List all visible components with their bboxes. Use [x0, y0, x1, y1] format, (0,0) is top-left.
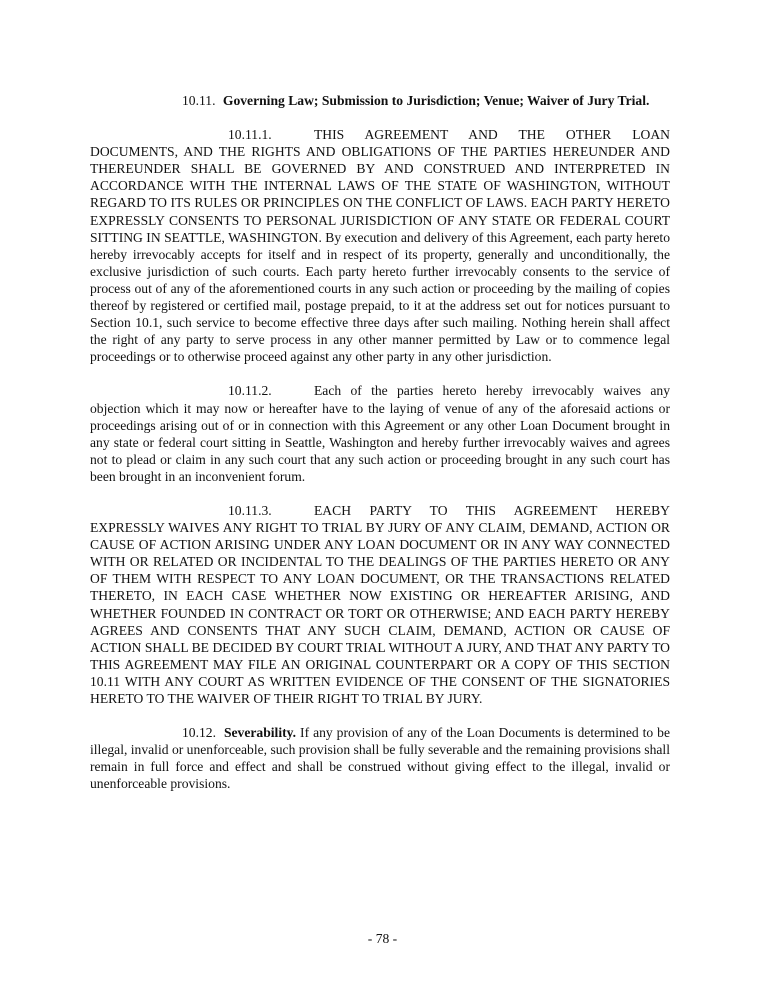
subsection-10-11-3 — [90, 502, 670, 707]
section-number: 10.12. — [182, 725, 216, 741]
subsection-text: Each of the parties hereto hereby irrevocably waives any objection which it may now or hereafter have to the laying of venue of any of the aforesaid actions or proceedings arising out of or in connection with this Agreement or any other Loan Document brought in any state or federal court sitting in Seattle, Washington and hereby further irrevocably waives and agrees not to plead or claim in any such court that any such action or proceeding brought in any such court has been brought in an inconvenient forum. — [90, 383, 670, 484]
subsection-number: 10.11.2. — [228, 383, 272, 399]
page-number: - 78 - — [367, 931, 398, 946]
subsection-text: EACH PARTY TO THIS AGREEMENT HEREBY EXPRESSLY WAIVES ANY RIGHT TO TRIAL BY JURY OF ANY CLAIM, DEMAND, ACTION OR CAUSE OF ACTION ARISING UNDER ANY LOAN DOCUMENT OR IN ANY WAY CONNECTED WITH OR RELATED OR INCIDENTAL TO THE DEALINGS OF THE PARTIES HERETO OR ANY OF THEM WITH RESPECT TO ANY LOAN DOCUMENT, OR THE TRANSACTIONS RELATED THERETO, IN EACH CASE WHETHER NOW EXISTING OR HEREAFTER ARISING, AND WHETHER FOUNDED IN CONTRACT OR TORT OR OTHERWISE; AND EACH PARTY HEREBY AGREES AND CONSENTS THAT ANY SUCH CLAIM, DEMAND, ACTION OR CAUSE OF ACTION SHALL BE DECIDED BY COURT TRIAL WITHOUT A JURY, AND THAT ANY PARTY TO THIS AGREEMENT MAY FILE AN ORIGINAL COUNTERPART OR A COPY OF THIS SECTION 10.11 WITH ANY COURT AS WRITTEN EVIDENCE OF THE CONSENT OF THE SIGNATORIES HERETO TO THE WAIVER OF THEIR RIGHT TO TRIAL BY JURY. — [90, 502, 670, 706]
section-10-11-heading — [90, 92, 670, 109]
subsection-text: THIS AGREEMENT AND THE OTHER LOAN DOCUMENTS, AND THE RIGHTS AND OBLIGATIONS OF THE PARTIES HEREUNDER AND THEREUNDER SHALL BE GOVERNED BY AND CONSTRUED AND INTERPRETED IN ACCORDANCE WITH THE INTERNAL LAWS OF THE STATE OF WASHINGTON, WITHOUT REGARD TO ITS RULES OR PRINCIPLES ON THE CONFLICT OF LAWS. EACH PARTY HERETO EXPRESSLY CONSENTS TO PERSONAL JURISDICTION OF ANY STATE OR FEDERAL COURT SITTING IN SEATTLE, WASHINGTON. By execution and delivery of this Agreement, each party hereto hereby irrevocably accepts for itself and in respect of its property, generally and unconditionally, the exclusive jurisdiction of such courts. Each party hereto further irrevocably consents to the service of process out of any of the aforementioned courts in any such action or proceeding by the mailing of copies thereof by registered or certified mail, postage prepaid, to it at the address set out for notices pursuant to Section 10.1, such service to become effective three days after such mailing. Nothing herein shall affect the right of any party to serve process in any other manner permitted by Law or to commence legal proceedings or to otherwise proceed against any other party in any other jurisdiction. — [90, 127, 670, 365]
section-title: Severability. — [223, 725, 297, 741]
subsection-10-11-1 — [90, 126, 670, 365]
document-body — [90, 92, 670, 809]
section-title: Governing Law; Submission to Jurisdiction; Venue; Waiver of Jury Trial. — [222, 93, 650, 108]
section-number: 10.11. — [182, 93, 216, 108]
subsection-10-11-2 — [90, 382, 670, 485]
subsection-number: 10.11.3. — [228, 502, 272, 518]
section-10-12 — [90, 724, 670, 792]
section-text: If any provision of any of the Loan Documents is determined to be illegal, invalid or unenforceable, such provision shall be fully severable and the remaining provisions shall remain in full force and effect and shall be construed without giving effect to the illegal, invalid or unenforceable provisions. — [90, 725, 670, 792]
subsection-number: 10.11.1. — [228, 127, 272, 143]
